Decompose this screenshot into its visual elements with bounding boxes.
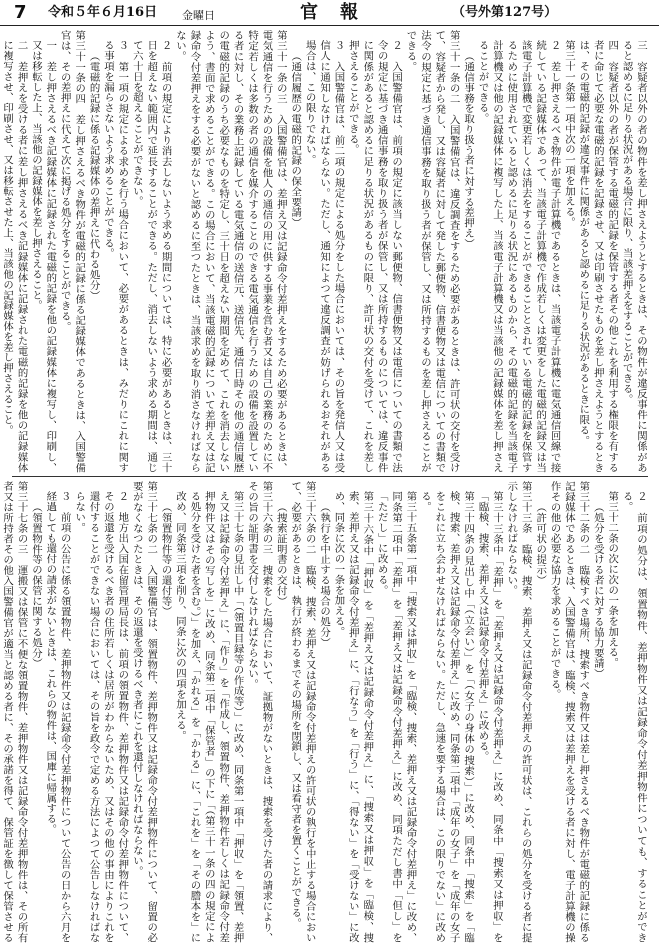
bottom-paragraph: 第三十二条の二 臨検すべき場所、捜索すべき物件又は差し押さえるべき物件が電磁的記録に係る記録媒体であるときは、入国警備官は、臨検、捜索又は差押えを受ける者に対し、電子計算機の操作その他の必要な協力を求めることができる。 [548,481,590,943]
bottom-paragraph: 第三十六条の三 捜索をした場合において、証拠物がないときは、捜索を受けた者の請求により、その旨の証明書を交付しなければならない。 [246,481,273,943]
bottom-paragraph: ２ 前項の処分は、領置物件、差押物件又は記録命令付差押物件についても、することができる。 [620,491,647,943]
bottom-paragraph: （領置物件等の保管に関する処分） [29,501,42,669]
top-vertical-text [1,30,648,473]
bottom-vertical-text [1,481,648,943]
bottom-paragraph: 第三十七条の二 入国警備官は、領置物件、差押物件又は記録命令付差押物件について、留置の必要がなくなつたときは、その返還を受けるべき者にこれを還付しなければならない。 [130,481,158,943]
top-paragraph: 第三十一条の三 入国警備官は、差押え又は記録命令付差押えをするため必要があるときは、電気通信を行うための設備を他人の通信の用に供する事業を営む者又は自己の業務のために不特定若しくは多数の者の通信を媒介することのできる電気通信を行うための設備を設置している者に対し、その業務上記録している電気通信の送信元、送信先、通信日時その他の通信履歴の電磁的記録のうち必要なものを特定し、三十日を超えない期間を定めて、これを消去しないよう、書面で求めることができる。この場合において、当該電磁的記録について差押え又は記録命令付差押えをする必要がないと認めるに至つたときは、当該求めを取り消さなければならない。 [174,30,287,473]
bottom-paragraph: 第三十七条の三 運搬又は保管に不便な領置物件、差押物件又は記録命令付差押物件は、その所有者又は所持者その他入国警備官が適当と認める者に、その承諾を得て、保管証を徴して保管させる [1,481,28,943]
top-paragraph: （通信事務を取り扱う者に対する差押え） [462,50,475,249]
top-paragraph: 第三十一条第一項中次の一項を加える。 [562,40,575,228]
top-paragraph: 一 差し押さえるべき記録媒体に記録された電磁的記録を他の記録媒体に複写し、印刷し、又は移転した上、当該他の記録媒体を差し押さえること。 [29,40,57,473]
bottom-paragraph: 第三十二条の次に次の一条を加える。 [606,491,619,669]
bottom-paragraph: （許可状の提示） [534,501,547,585]
top-paragraph: 第三十一条の二 入国警備官は、違反調査をするため必要があるときは、許可状の交付を受けて、容疑者から発し、又は容疑者に対して発した郵便物、信書便物又は電信についての書類で法令の規定に基づき通信事務を取り扱う者が保管し、又は所持するものを差し押さえることができる。 [404,30,460,473]
top-paragraph: 四 容疑者以外の者が保管する電磁的記録を保管する者その他これを利用する権限を有する者に命じて必要な電磁的記録を記録させ、又は印刷させたものを差し押さえようとするときは、その電磁的記録が違反事件に関係があると認めるに足りる状況があるときに限る。 [577,40,619,473]
gazette-title: 官報 [300,2,380,23]
bottom-paragraph: （領置物件等の還付等） [159,501,172,617]
bottom-text-block [1,481,648,943]
top-text-block [1,30,648,473]
bottom-paragraph: 第三十六条中「押収」を「差押え又は記録命令付差押え」に、「捜索又は押収」を「臨検、捜索、差押え又は記録命令付差押え」に、「行なう」を「行う」に、「得ない」を「受けない」に改め、同条に次の一条を加える。 [332,491,374,943]
bottom-paragraph: （捜索証明書の交付） [274,501,287,606]
top-paragraph: 三 容疑者以外の者の物件を差し押さえようとするときは、その物件が違反事件に関係があると認めるに足りる状況がある場合に限り、当該差押えをすることができる。 [620,40,647,473]
page-number: 7 [14,2,27,23]
bottom-paragraph: 第三十五条第一項中「捜索又は押収」を「臨検、捜索、差押え又は記録命令付差押え」に改め、同条第二項中「差押」を「差押え又は記録命令付差押え」に改め、同項ただし書中「但し」を「ただし」に改める。 [375,491,417,943]
bottom-paragraph: 第三十四条の見出し中「（立会い）」を「（女子の身体の捜索）」に改め、同条中「捜索」を「臨検、捜索、差押え又は記録命令付差押え」に改め、同条第二項中「成年の女子」を「成年の女子をこれに立ち会わせなければならない。ただし、急速を要する場合は、この限りでない」に改める。 [418,491,475,943]
gazette-header [0,0,659,26]
bottom-paragraph: 第三十六条の二 臨検、捜索、差押え又は記録命令付差押えの許可状の執行を中止する場合において、必要があるときは、執行が終わるまでその場所を閉鎖し、又は看守者を置くことができる。 [289,481,316,943]
top-paragraph: ３ 入国警備官は、前二項の規定による処分をした場合においては、その旨を発信人又は受信人に通知しなければならない。ただし、通知によつて違反調査が妨げられるおそれがある場合は、この限りでない。 [303,40,345,473]
bottom-paragraph: 第三十三条 臨検、捜索、差押え又は記録命令付差押えの許可状は、これらの処分を受ける者に提示しなければならない。 [505,481,532,943]
issue-number: （号外第127号） [452,5,558,20]
top-paragraph: ２ 差し押さえるべき物件が電子計算機であるときは、当該電子計算機に電気通信回線で接続している記録媒体であって、当該電子計算機で作成若しくは変更をした電磁的記録又は当該電子計算機で変更若しくは消去をすることができることとされている電磁的記録を保管するために使用されていると認めるに足りる状況にあるものから、その電磁的記録を当該電子計算機又は他の記録媒体に複写した上、当該電子計算機又は当該他の記録媒体を差し押さえることができる。 [476,40,561,473]
section-divider [12,476,648,477]
bottom-paragraph: （執行を中止する場合の処分） [318,501,331,648]
bottom-paragraph: 第三十七条の見出し中「（領置目録等の作成等）」に改め、同条第一項中「押収」を「領置、差押え又は記録命令付差押え」に、「作り」を「作成し、領置物件、差押物件若しくは記録命令付差押物件又はその写しを」に改め、同条第二項中「保管者」の下に「（第三十一条の四の規定による処分を受けた者を含む。）」を加え、「かれる」を「かわる」に、「これを」を「その謄本を」に改め、同条第三項を削り、同条に次の四項を加える。 [174,491,244,943]
top-paragraph: ３ 第一項の規定による求めを行う場合において、必要があるときは、みだりにこれに関する事項を漏らさないよう求めることができる。 [101,40,129,473]
weekday: 金曜日 [182,9,215,22]
bottom-paragraph: 第三十三条中「差押」を「差押え又は記録命令付差押え」に改め、同条中「捜索又は押収」を「臨検、捜索、差押え又は記録命令付差押え」に改める。 [476,491,503,943]
issue-date: 令和５年６月16日 [48,5,158,20]
top-paragraph: （電磁的記録に係る記録媒体の差押えに代わる処分） [87,50,100,301]
top-paragraph: ２ 前項の規定により消去しないよう求める期間については、特に必要があるときは、三十日を超えない範囲内で延長することができる。ただし、消去しないよう求める期間は、通じて六十日を超えることができない。 [130,40,172,473]
top-paragraph: 二 差押えを受ける者に差し押さえるべき記録媒体に記録された電磁的記録を他の記録媒体に複写させ、印刷させ、又は移転させた上、当該他の記録媒体を差し押さえること。 [1,40,28,473]
top-paragraph: （通信履歴の電磁的記録の保全要請） [289,50,302,228]
bottom-paragraph: （処分を受ける者に対する協力要請） [591,501,604,679]
top-paragraph: ２ 入国警備官は、前項の規定に該当しない郵便物、信書便物又は電信についての書類で法令の規定に基づき通信事務を取り扱う者が保管し、又は所持するものについては、違反事件に関係があると認めるに足りる状況があるものに限り、許可状の交付を受けて、これを差し押さえることができる。 [346,40,403,473]
bottom-paragraph: ２ 地方出入国在留管理局長は、前項の領置物件、差押物件又は記録命令付差押物件について、その返還を受けるべき者の住所若しくは居所がわからないため、又はその他の事由によりこれを還付することができない場合においては、その旨を政令で定める方法によつて公告しなければならない。 [73,491,129,943]
bottom-paragraph: ３ 前項の公告に係る領置物件、差押物件又は記録命令付差押物件について公告の日から六月を経過しても還付の請求がないときは、これらの物件は、国庫に帰属する。 [44,491,71,943]
top-paragraph: 第三十一条の四 差し押さえるべき物件が電磁的記録に係る記録媒体であるときは、入国警備官は、その差押えに代えて次に掲げる処分をすることができる。 [58,30,86,473]
